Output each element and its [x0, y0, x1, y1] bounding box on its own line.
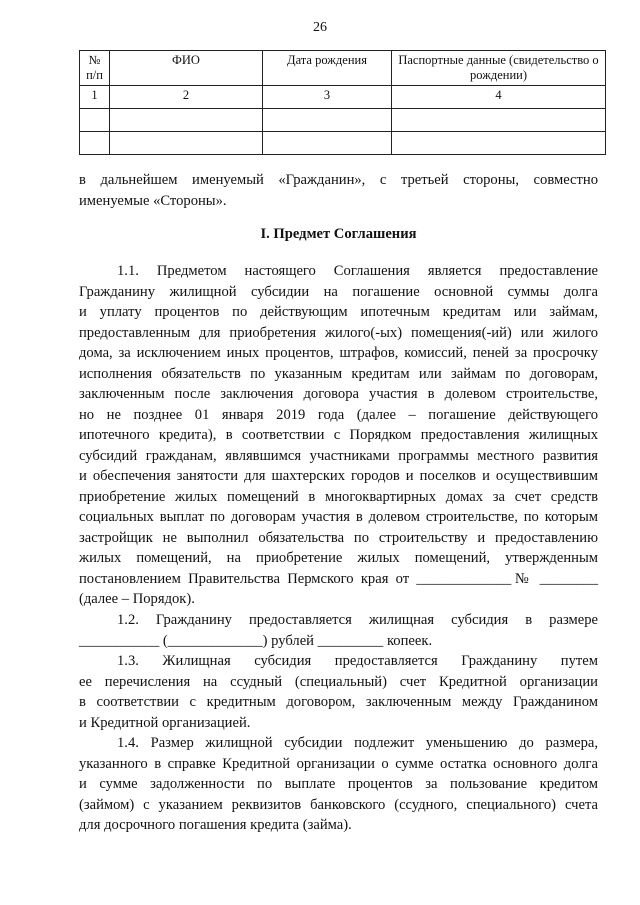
clause-1-4 — [79, 733, 598, 836]
text-line: исполнения обязательств по указанным кредитам или займам по договорам, — [79, 365, 598, 382]
text-line: ипотечного кредита), в соответствии с Порядком предоставления жилищных — [79, 427, 598, 443]
text-line: 1.3. Жилищная субсидия предоставляется Гражданину путем — [117, 653, 598, 669]
persons-table — [79, 50, 606, 155]
column-number-cell: 3 — [263, 86, 392, 109]
section-title: I. Предмет Соглашения — [260, 226, 417, 242]
table-row — [80, 109, 606, 132]
table-cell — [80, 132, 110, 155]
column-number-cell: 4 — [392, 86, 606, 109]
text-line: и обеспечения занятости для шахтерских городов и поселков и осуществившим — [79, 468, 598, 484]
text-line: и Кредитной организацией. — [79, 714, 251, 731]
text-line: именуемые «Стороны». — [79, 192, 227, 209]
text-line: для досрочного погашения кредита (займа). — [79, 817, 352, 833]
text-line: жилых помещений, на приобретение жилых помещений, утвержденным — [79, 550, 598, 566]
clause-1-3 — [79, 651, 598, 733]
table-row — [80, 132, 606, 155]
table-header-row — [80, 51, 606, 86]
table-cell — [392, 132, 606, 155]
table-cell — [110, 109, 263, 132]
header-cell-birthdate: Дата рождения — [263, 51, 392, 86]
text-line: дома, за исключением иных процентов, штрафов, комиссий, пеней за просрочку — [79, 345, 598, 361]
table-cell — [110, 132, 263, 155]
table-cell — [392, 109, 606, 132]
text-line: 1.4. Размер жилищной субсидии подлежит уменьшению до размера, — [117, 735, 598, 751]
header-cell-number: № п/п — [80, 51, 110, 86]
text-line: (займом) с указанием реквизитов банковского (ссудного, специального) счета — [79, 796, 598, 813]
text-line: (далее – Порядок). — [79, 591, 195, 607]
text-line: в дальнейшем именуемый «Гражданин», с третьей стороны, совместно — [79, 172, 598, 188]
column-number-cell: 2 — [110, 86, 263, 109]
text-line: социальных выплат по договорам участия в долевом строительстве, по которым — [79, 509, 598, 525]
intro-paragraph — [79, 170, 598, 211]
text-line: субсидий гражданам, являвшимся участниками программы местного развития — [79, 447, 598, 464]
table-cell — [263, 109, 392, 132]
page-number: 26 — [313, 20, 327, 35]
text-line: предоставленным для приобретения жилого(-ых) помещения(-ий) или жилого — [79, 324, 598, 341]
text-line: застройщик не выполнил обязательства по строительству и предоставлению — [79, 529, 598, 546]
table-cell — [80, 109, 110, 132]
text-line: ___________ (_____________) рублей _________ копеек. — [79, 632, 433, 649]
text-line: но не позднее 01 января 2019 года (далее – погашение действующего — [79, 406, 598, 423]
text-line: ее перечисления на ссудный (специальный) счет Кредитной организации — [79, 673, 598, 690]
clause-1-1 — [79, 261, 598, 610]
text-line: и сумме задолженности по выплате процентов за пользование кредитом — [79, 776, 598, 792]
text-line: Гражданину жилищной субсидии на погашение основной суммы долга — [79, 283, 598, 300]
column-number-cell: 1 — [80, 86, 110, 109]
table-cell — [263, 132, 392, 155]
text-line: 1.1. Предметом настоящего Соглашения является предоставление — [117, 263, 598, 279]
text-line: и уплату процентов по действующим ипотечным кредитам или займам, — [79, 304, 598, 320]
text-line: постановлением Правительства Пермского края от _____________№ ________ — [79, 570, 598, 587]
table-column-number-row — [80, 86, 606, 109]
text-line: указанного в справке Кредитной организации о сумме остатка основного долга — [79, 755, 598, 772]
header-cell-passport: Паспортные данные (свидетельство о рождении) — [392, 51, 606, 86]
text-line: приобретение жилых помещений в многоквартирных домах за счет средств — [79, 488, 598, 505]
text-line: 1.2. Гражданину предоставляется жилищная субсидия в размере — [117, 612, 598, 628]
text-line: заключенным после заключения договора участия в долевом строительстве, — [79, 386, 598, 402]
text-line: в соответствии с кредитным договором, заключенным между Гражданином — [79, 694, 598, 710]
clause-1-2 — [79, 610, 598, 651]
header-cell-fio: ФИО — [110, 51, 263, 86]
